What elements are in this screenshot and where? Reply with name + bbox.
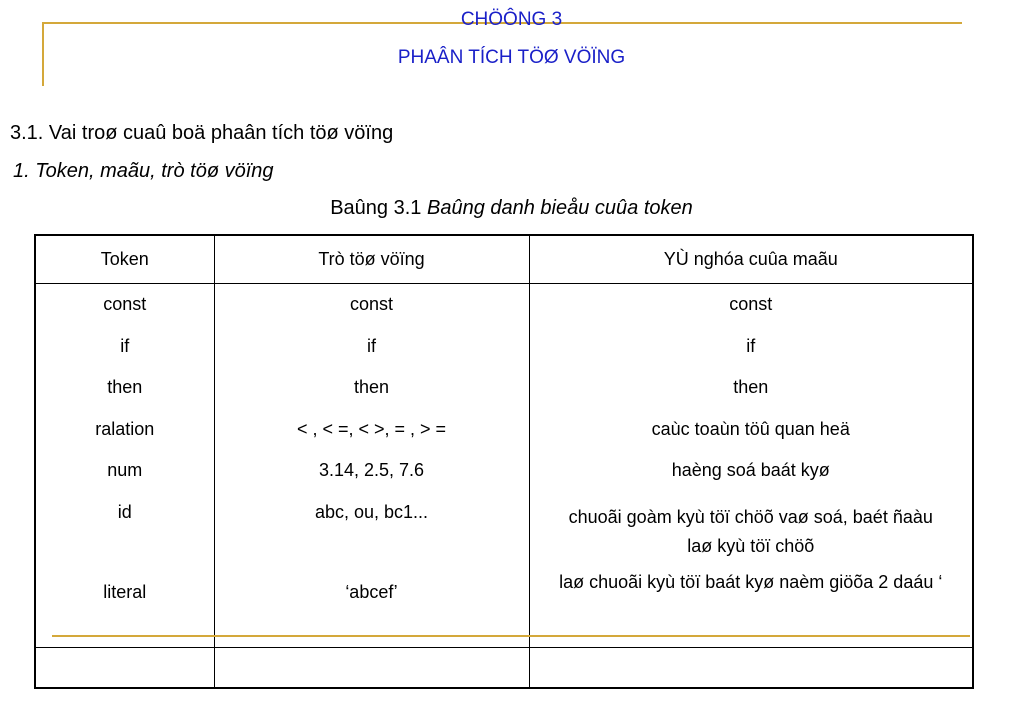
- meaning-line: chuoãi goàm kyù töï chöõ vaø soá, baét ñaàu: [568, 506, 933, 527]
- token-column: [35, 284, 214, 648]
- table-cell: then: [107, 377, 143, 397]
- table-cell: const: [349, 294, 394, 314]
- table-header-row: [35, 235, 973, 284]
- table-cell: [530, 500, 973, 570]
- section-heading: 3.1. Vai troø cuaû boä phaân tích töø vöïng: [10, 122, 394, 144]
- bottom-gold-rule: [52, 635, 970, 637]
- token-table: [34, 234, 974, 689]
- table-cell: id: [117, 501, 132, 522]
- column-header-token: Token: [35, 235, 214, 284]
- table-cell: haèng soá baát kyø: [671, 460, 830, 480]
- table-cell: literal: [103, 581, 147, 602]
- column-header-value: Trò töø vöïng: [214, 235, 529, 284]
- value-column: [214, 284, 529, 648]
- table-cell: abc, ou, bc1...: [314, 501, 429, 522]
- table-cell: const: [729, 294, 773, 314]
- table-empty-row: [35, 648, 973, 689]
- table-cell: ‘abcef’: [345, 581, 398, 602]
- table-cell: then: [353, 377, 390, 397]
- table-cell: < , < =, < >, = , > =: [296, 418, 447, 439]
- table-cell: [529, 648, 973, 689]
- table-cell: 3.14, 2.5, 7.6: [318, 460, 425, 480]
- page-title: PHAÂN TÍCH TÖØ VÖÏNG: [397, 47, 626, 68]
- table-cell: if: [367, 335, 376, 356]
- chapter-label: CHÖÔNG 3: [460, 9, 563, 30]
- meaning-column: [529, 284, 973, 648]
- table-cell: const: [103, 294, 147, 314]
- table-caption-text: Baûng danh bieåu cuûa token: [426, 197, 693, 219]
- table-cell: if: [120, 335, 130, 356]
- table-body-row: [35, 284, 973, 648]
- table-cell: then: [733, 377, 769, 397]
- table-cell: laø chuoãi kyù töï baát kyø naèm giöõa 2 daáu ‘: [559, 571, 943, 592]
- table-cell: caùc toaùn töû quan heä: [651, 418, 850, 439]
- table-cell: [214, 648, 529, 689]
- column-header-meaning: YÙ nghóa cuûa maãu: [529, 235, 973, 284]
- table-caption-label: Baûng 3.1: [330, 197, 422, 219]
- meaning-line: laø kyù töï chöõ: [687, 535, 815, 556]
- table-cell: [35, 648, 214, 689]
- table-cell: num: [107, 460, 143, 480]
- table-cell: ralation: [95, 418, 155, 439]
- table-cell: if: [746, 335, 756, 356]
- subsection-heading: 1. Token, maãu, trò töø vöïng: [13, 160, 274, 182]
- table-caption: [0, 197, 1023, 220]
